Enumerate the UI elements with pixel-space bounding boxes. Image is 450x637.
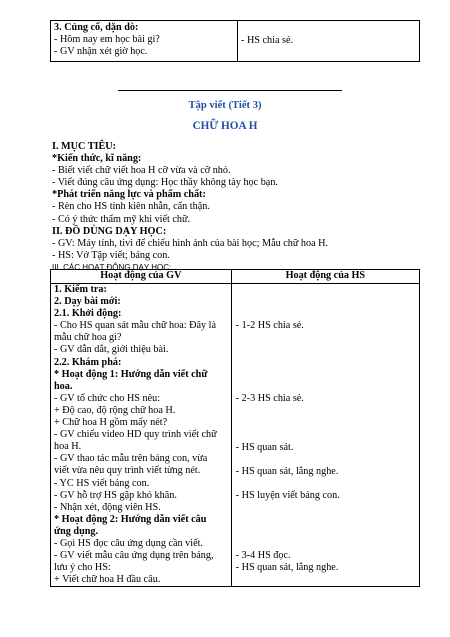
summary-line: - GV nhận xét giờ học. <box>54 46 148 58</box>
summary-teacher-cell <box>51 21 238 62</box>
section-heading: I. MỤC TIÊU: <box>52 141 117 152</box>
step-heading: 2. Dạy bài mới: <box>54 296 121 308</box>
step-heading: 2.2. Khám phá: <box>54 356 122 368</box>
step-heading: 1. Kiểm tra: <box>54 284 107 295</box>
sub-heading: *Kiến thức, kĩ năng: <box>52 153 142 165</box>
body-line: - GV: Máy tính, tivi để chiếu hình ảnh của bài học; Mẫu chữ hoa H. <box>52 237 329 249</box>
activity-heading: ứng dụng. <box>54 525 99 537</box>
teacher-column-header: Hoạt động của GV <box>51 270 232 284</box>
section-divider <box>118 90 342 91</box>
student-line: - HS quan sát, lắng nghe. <box>235 562 339 573</box>
teacher-line: - GV tổ chức cho HS nêu: <box>54 392 161 404</box>
teacher-line: - GV viết mẫu câu ứng dụng trên bảng, <box>54 550 214 562</box>
teacher-line: + Độ cao, độ rộng chữ hoa H. <box>54 404 176 416</box>
summary-student-cell <box>238 21 420 62</box>
teacher-line: - Nhận xét, động viên HS. <box>54 501 161 513</box>
step-heading: 2.1. Khởi động: <box>54 308 122 320</box>
student-line: - 3-4 HS đọc. <box>235 550 291 561</box>
body-line: - Có ý thức thẩm mỹ khi viết chữ. <box>52 213 191 225</box>
lesson-subtitle: Tập viết (Tiết 3) <box>188 100 262 111</box>
teacher-line: - Gọi HS đọc câu ứng dụng cần viết. <box>54 537 203 549</box>
teacher-line: - GV thao tác mẫu trên bảng con, vừa <box>54 453 208 465</box>
student-column-header: Hoạt động của HS <box>231 270 419 284</box>
summary-table <box>50 20 420 62</box>
body-line: - Viết đúng câu ứng dụng: Học thầy không tày học bạn. <box>52 177 278 189</box>
student-activities-cell <box>231 284 419 587</box>
teacher-line: - Cho HS quan sát mẫu chữ hoa: Đây là <box>54 320 216 332</box>
teacher-line: + Viết chữ hoa H đầu câu. <box>54 574 161 586</box>
lesson-title: CHỮ HOA H <box>192 120 258 132</box>
sub-heading: *Phát triển năng lực và phẩm chất: <box>52 189 206 201</box>
body-line: - Biết viết chữ viết hoa H cỡ vừa và cỡ nhỏ. <box>52 165 231 177</box>
section-heading: III. CÁC HOẠT ĐỘNG DẠY HỌC: <box>52 262 172 272</box>
student-line: - 1-2 HS chia sẻ. <box>235 320 304 331</box>
teacher-line: + Chữ hoa H gồm mấy nét? <box>54 417 168 429</box>
section-heading: II. ĐỒ DÙNG DẠY HỌC: <box>52 225 167 237</box>
student-line: - HS quan sát. <box>235 442 294 453</box>
body-line: - Rèn cho HS tính kiên nhẫn, cẩn thận. <box>52 201 210 213</box>
teacher-line: - YC HS viết bảng con. <box>54 477 150 489</box>
student-line: - 2-3 HS chia sẻ. <box>235 393 304 404</box>
teacher-line: - GV dẫn dắt, giới thiệu bài. <box>54 344 169 356</box>
teacher-line: hoa H. <box>54 441 82 453</box>
teacher-line: lưu ý cho HS: <box>54 562 111 574</box>
teacher-line: mẫu chữ hoa gì? <box>54 332 122 344</box>
summary-student-text: - HS chia sẻ. <box>241 34 294 46</box>
body-line: - HS: Vở Tập viết; bảng con. <box>52 249 170 261</box>
activity-heading: * Hoạt động 1: Hướng dẫn viết chữ <box>54 368 208 380</box>
student-line: - HS luyện viết bảng con. <box>235 490 340 501</box>
teacher-line: viết vừa nêu quy trình viết từng nét. <box>54 465 201 477</box>
summary-heading: 3. Củng cố, dặn dò: <box>54 22 139 33</box>
lesson-body <box>52 141 422 274</box>
teacher-line: - GV chiếu video HD quy trình viết chữ <box>54 429 217 441</box>
activity-heading: hoa. <box>54 380 73 392</box>
teacher-line: - GV hỗ trợ HS gặp khó khăn. <box>54 489 177 501</box>
teacher-activities-cell <box>51 284 232 587</box>
activity-table <box>50 269 420 587</box>
summary-line: - Hôm nay em học bài gì? <box>54 34 160 46</box>
student-line: - HS quan sát, lắng nghe. <box>235 466 339 477</box>
activity-heading: * Hoạt động 2: Hướng dẫn viết câu <box>54 513 207 525</box>
